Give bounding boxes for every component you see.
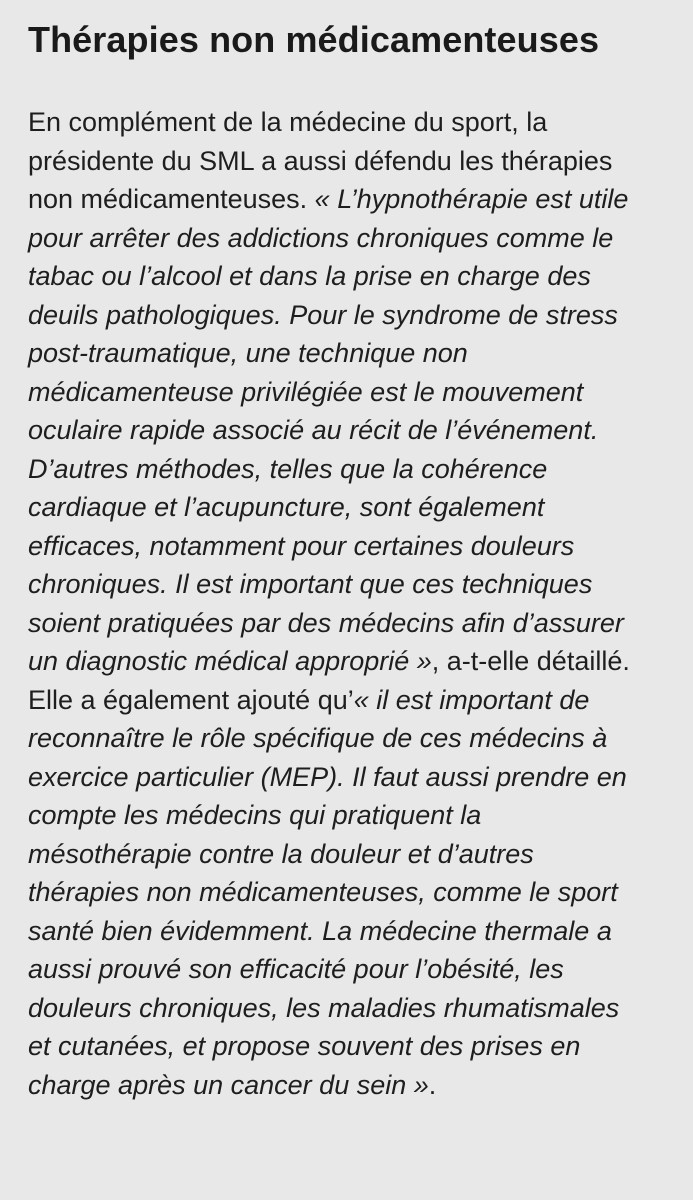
quote-text: D’autres méthodes, telles que la cohérence: [28, 453, 548, 484]
quote-text: un diagnostic médical approprié »: [28, 646, 432, 676]
paragraph-line: [28, 257, 688, 296]
paragraph-line: [28, 796, 688, 835]
quote-text: exercice particulier (MEP). Il faut aussi prendre en: [28, 761, 627, 792]
quote-text: tabac ou l’alcool et dans la prise en charge des: [28, 261, 591, 291]
paragraph-line: [28, 604, 688, 643]
quote-text: « L’hypnothérapie est utile: [314, 184, 629, 214]
paragraph-line: [28, 989, 688, 1028]
paragraph-line: [28, 373, 688, 412]
quote-text: pour arrêter des addictions chroniques comme le: [28, 222, 614, 253]
paragraph-line: [28, 912, 688, 951]
paragraph-line: [28, 681, 688, 720]
paragraph-line: [28, 1066, 688, 1105]
paragraph-line: [28, 873, 688, 912]
paragraph-line: [28, 450, 688, 489]
paragraph-line: [28, 719, 688, 758]
paragraph-line: [28, 835, 688, 874]
body-text: non médicamenteuses.: [28, 184, 315, 214]
quote-text: mésothérapie contre la douleur et d’autres: [28, 838, 534, 869]
quote-text: « il est important de: [353, 684, 590, 715]
quote-text: oculaire rapide associé au récit de l’événement.: [28, 415, 599, 445]
quote-text: soient pratiquées par des médecins afin d’assurer: [28, 607, 624, 638]
quote-text: aussi prouvé son efficacité pour l’obésité, les: [28, 954, 564, 984]
quote-text: et cutanées, et propose souvent des prises en: [28, 1031, 581, 1061]
body-text: présidente du SML a aussi défendu les thérapies: [28, 145, 613, 176]
paragraph-line: [28, 565, 688, 604]
quote-text: chroniques. Il est important que ces techniques: [28, 569, 593, 599]
quote-text: compte les médecins qui pratiquent la: [28, 800, 482, 830]
body-text: , a-t-elle détaillé.: [431, 646, 630, 676]
body-text: En complément de la médecine du sport, la: [28, 107, 548, 137]
quote-text: charge après un cancer du sein »: [28, 1069, 429, 1100]
body-text: Elle a également ajouté qu’: [28, 684, 354, 715]
quote-text: santé bien évidemment. La médecine thermale a: [28, 915, 612, 946]
quote-text: douleurs chroniques, les maladies rhumatismales: [28, 992, 620, 1023]
paragraph-line: [28, 950, 688, 989]
paragraph-line: [28, 642, 688, 681]
quote-text: médicamenteuse privilégiée est le mouvement: [28, 376, 584, 407]
paragraph-line: [28, 103, 688, 142]
paragraph-line: [28, 334, 688, 373]
paragraph-line: [28, 488, 688, 527]
paragraph-line: [28, 758, 688, 797]
paragraph-line: [28, 142, 688, 181]
quote-text: cardiaque et l’acupuncture, sont également: [28, 492, 545, 522]
quote-text: thérapies non médicamenteuses, comme le sport: [28, 877, 618, 907]
quote-text: efficaces, notamment pour certaines douleurs: [28, 530, 575, 561]
body-text: .: [428, 1069, 437, 1100]
paragraph-line: [28, 527, 688, 566]
article-body: [28, 103, 688, 1104]
quote-text: deuils pathologiques. Pour le syndrome de stress: [28, 299, 618, 330]
paragraph-line: [28, 296, 688, 335]
paragraph-line: [28, 411, 688, 450]
paragraph-line: [28, 219, 688, 258]
paragraph-line: [28, 1027, 688, 1066]
article-title: Thérapies non médicamenteuses: [28, 19, 600, 60]
quote-text: reconnaître le rôle spécifique de ces médecins à: [28, 723, 608, 753]
paragraph-line: [28, 180, 688, 219]
quote-text: post-traumatique, une technique non: [28, 338, 468, 368]
